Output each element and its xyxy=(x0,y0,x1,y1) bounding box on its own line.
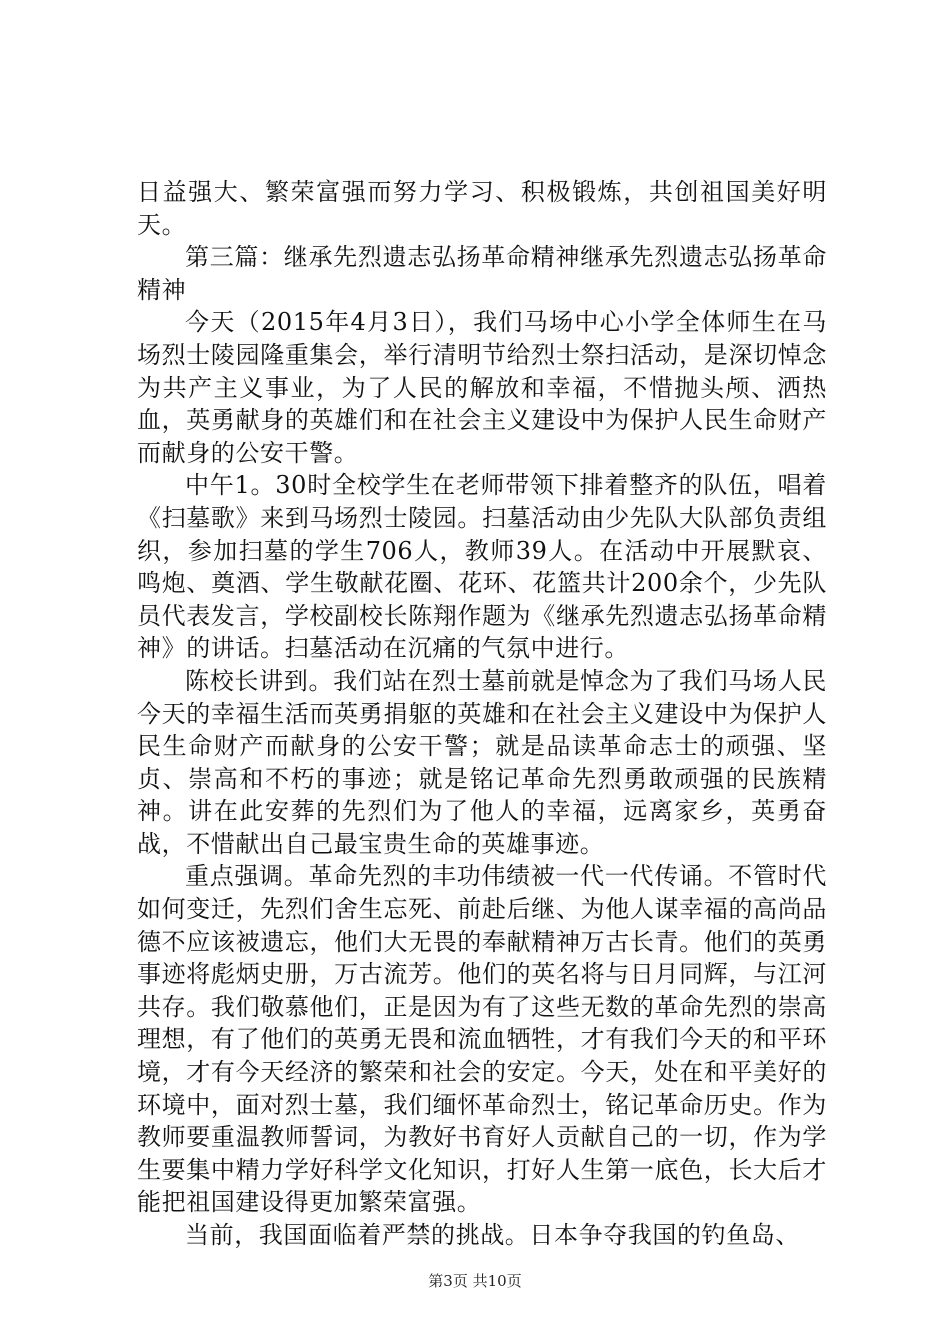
paragraph-continuation: 日益强大、繁荣富强而努力学习、积极锻炼，共创祖国美好明天。 xyxy=(137,178,827,239)
paragraph: 中午1。30时全校学生在老师带领下排着整齐的队伍，唱着《扫墓歌》来到马场烈士陵园。扫墓活动由少先队大队部负责组织，参加扫墓的学生706人，教师39人。在活动中开展默哀、鸣炮、奠酒、学生敬献花圈、花环、花篮共计200余个，少先队员代表发言，学校副校长陈翔作题为《继承先烈遗志弘扬革命精神》的讲话。扫墓活动在沉痛的气氛中进行。 xyxy=(137,471,827,663)
paragraph: 当前，我国面临着严禁的挑战。日本争夺我国的钓鱼岛、 xyxy=(185,1221,800,1249)
paragraph: 今天（2015年4月3日），我们马场中心小学全体师生在马场烈士陵园隆重集会，举行清明节给烈士祭扫活动，是深切悼念为共产主义事业，为了人民的解放和幸福，不惜抛头颅、洒热血，英勇献身的英雄们和在社会主义建设中为保护人民生命财产而献身的公安干警。 xyxy=(137,308,827,467)
paragraph: 重点强调。革命先烈的丰功伟绩被一代一代传诵。不管时代如何变迁，先烈们舍生忘死、前赴后继、为他人谋幸福的高尚品德不应该被遗忘，他们大无畏的奉献精神万古长青。他们的英勇事迹将彪炳史册，万古流芳。他们的英名将与日月同辉，与江河共存。我们敬慕他们，正是因为有了这些无数的革命先烈的崇高理想，有了他们的英勇无畏和流血牺牲，才有我们今天的和平环境，才有今天经济的繁荣和社会的安定。今天，处在和平美好的环境中，面对烈士墓，我们缅怀革命烈士，铭记革命历史。作为教师要重温教师誓词，为教好书育好人贡献自己的一切，作为学生要集中精力学好科学文化知识，打好人生第一底色，长大后才能把祖国建设得更加繁荣富强。 xyxy=(137,862,827,1217)
section-heading: 第三篇：继承先烈遗志弘扬革命精神继承先烈遗志弘扬革命精神 xyxy=(137,243,827,304)
page-footer: 第3页 共10页 xyxy=(428,1272,522,1290)
paragraph: 陈校长讲到。我们站在烈士墓前就是悼念为了我们马场人民今天的幸福生活而英勇捐躯的英雄和在社会主义建设中为保护人民生命财产而献身的公安干警；就是品读革命志士的顽强、坚贞、崇高和不朽的事迹；就是铭记革命先烈勇敢顽强的民族精神。讲在此安葬的先烈们为了他人的幸福，远离家乡，英勇奋战，不惜献出自己最宝贵生命的英雄事迹。 xyxy=(137,666,827,858)
document-body xyxy=(137,176,827,1252)
